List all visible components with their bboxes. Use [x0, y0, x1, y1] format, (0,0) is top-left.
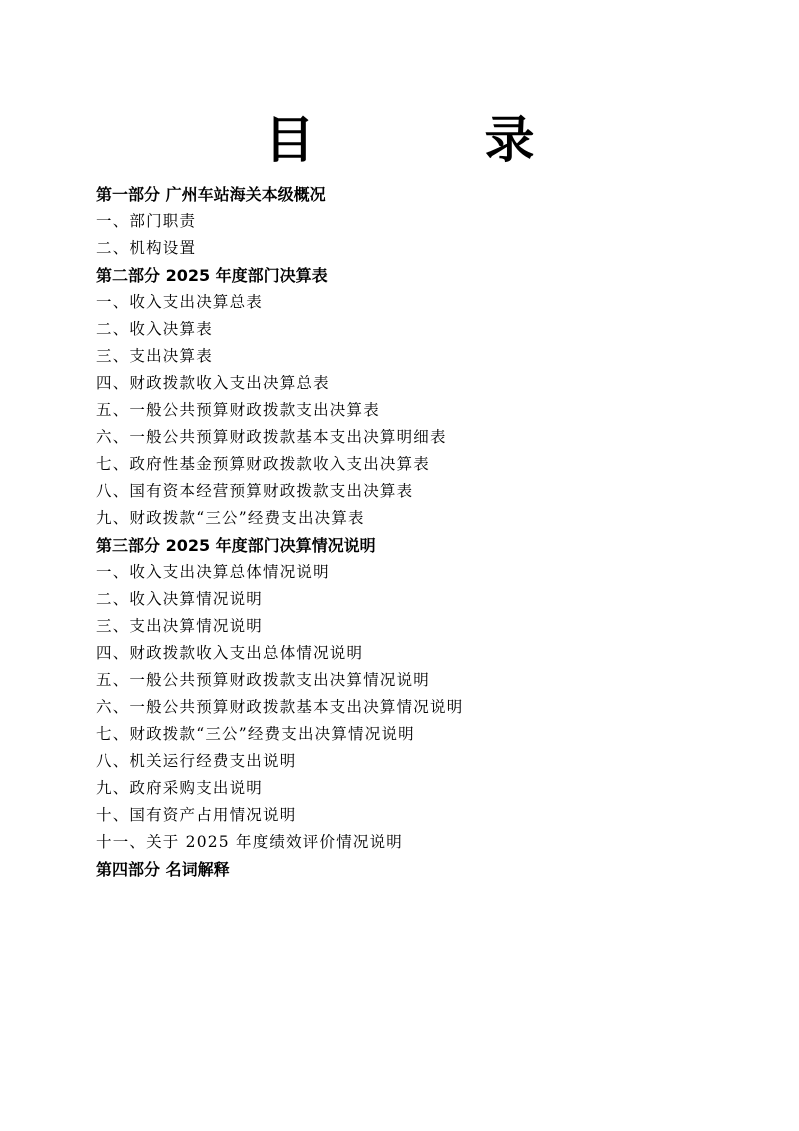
toc-item: 七、政府性基金预算财政拨款收入支出决算表 [96, 455, 431, 473]
toc-item: 四、财政拨款收入支出决算总表 [96, 374, 330, 392]
toc-item: 二、收入决算情况说明 [96, 590, 264, 608]
page-title: 目 录 [264, 111, 595, 169]
toc-part-2: 第二部分 2025 年度部门决算表 [96, 266, 328, 285]
toc-item: 一、收入支出决算总表 [96, 293, 264, 311]
toc-item: 九、财政拨款“三公”经费支出决算表 [96, 509, 365, 527]
toc-item: 八、国有资本经营预算财政拨款支出决算表 [96, 482, 414, 500]
toc-item: 一、部门职责 [96, 212, 197, 230]
toc-item: 五、一般公共预算财政拨款支出决算情况说明 [96, 671, 431, 689]
toc-item: 一、收入支出决算总体情况说明 [96, 563, 330, 581]
toc-item: 六、一般公共预算财政拨款基本支出决算情况说明 [96, 698, 464, 716]
toc-part-3: 第三部分 2025 年度部门决算情况说明 [96, 536, 376, 555]
toc-part-4: 第四部分 名词解释 [96, 860, 230, 879]
toc-part-1: 第一部分 广州车站海关本级概况 [96, 185, 326, 204]
toc-item: 五、一般公共预算财政拨款支出决算表 [96, 401, 380, 419]
toc-item: 十一、关于 2025 年度绩效评价情况说明 [96, 833, 404, 851]
table-of-contents [96, 181, 756, 883]
toc-item: 七、财政拨款“三公”经费支出决算情况说明 [96, 725, 415, 743]
toc-item: 二、收入决算表 [96, 320, 213, 338]
toc-item: 十、国有资产占用情况说明 [96, 806, 297, 824]
toc-item: 四、财政拨款收入支出总体情况说明 [96, 644, 364, 662]
toc-item: 二、机构设置 [96, 239, 197, 257]
toc-item: 三、支出决算表 [96, 347, 213, 365]
toc-item: 六、一般公共预算财政拨款基本支出决算明细表 [96, 428, 447, 446]
toc-item: 三、支出决算情况说明 [96, 617, 264, 635]
toc-item: 九、政府采购支出说明 [96, 779, 264, 797]
toc-item: 八、机关运行经费支出说明 [96, 752, 297, 770]
